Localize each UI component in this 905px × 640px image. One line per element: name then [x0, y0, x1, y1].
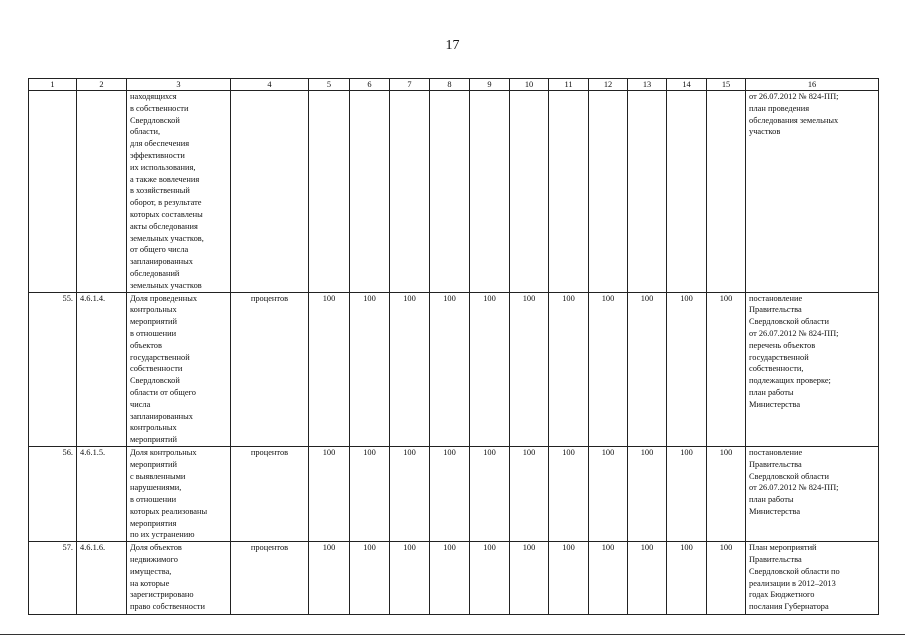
- value-cell: 100: [589, 446, 628, 541]
- header-cell: 2: [77, 79, 127, 91]
- value-cell: [390, 91, 430, 293]
- source-document: постановление Правительства Свердловской области от 26.07.2012 № 824-ПП; план работы Министерства: [746, 446, 879, 541]
- header-cell: 1: [29, 79, 77, 91]
- value-cell: [350, 91, 390, 293]
- unit-cell: процентов: [231, 292, 309, 446]
- value-cell: [707, 91, 746, 293]
- source-document: постановление Правительства Свердловской области от 26.07.2012 № 824-ПП; перечень объектов государственной собственности, подлежащих проверке; план работы Министерства: [746, 292, 879, 446]
- header-row: [29, 79, 879, 91]
- value-cell: [667, 91, 707, 293]
- value-cell: 100: [430, 292, 470, 446]
- value-cell: [628, 91, 667, 293]
- value-cell: 100: [667, 542, 707, 615]
- value-cell: 100: [707, 292, 746, 446]
- header-cell: 14: [667, 79, 707, 91]
- value-cell: 100: [549, 292, 589, 446]
- value-cell: 100: [549, 542, 589, 615]
- header-cell: 3: [127, 79, 231, 91]
- page-bottom-rule: [0, 634, 905, 635]
- header-cell: 6: [350, 79, 390, 91]
- header-cell: 10: [510, 79, 549, 91]
- table-row: [29, 446, 879, 541]
- value-cell: 100: [350, 446, 390, 541]
- indicator-name: Доля контрольных мероприятий с выявленными нарушениями, в отношении которых реализованы мероприятия по их устранению: [127, 446, 231, 541]
- row-code: [77, 91, 127, 293]
- row-number: [29, 91, 77, 293]
- value-cell: 100: [510, 292, 549, 446]
- header-cell: 12: [589, 79, 628, 91]
- value-cell: 100: [470, 446, 510, 541]
- row-number: 57.: [29, 542, 77, 615]
- unit-cell: процентов: [231, 446, 309, 541]
- header-cell: 11: [549, 79, 589, 91]
- value-cell: 100: [667, 446, 707, 541]
- value-cell: [309, 91, 350, 293]
- value-cell: 100: [510, 542, 549, 615]
- unit-cell: процентов: [231, 542, 309, 615]
- value-cell: [430, 91, 470, 293]
- header-cell: 7: [390, 79, 430, 91]
- value-cell: 100: [309, 446, 350, 541]
- header-cell: 5: [309, 79, 350, 91]
- table-row: [29, 292, 879, 446]
- header-cell: 4: [231, 79, 309, 91]
- source-document: от 26.07.2012 № 824-ПП; план проведения обследования земельных участков: [746, 91, 879, 293]
- indicators-table: [28, 78, 879, 615]
- value-cell: 100: [430, 446, 470, 541]
- indicator-name: Доля проведенных контрольных мероприятий в отношении объектов государственной собственности Свердловской области от общего числа запланированных контрольных мероприятий: [127, 292, 231, 446]
- table-row: [29, 542, 879, 615]
- value-cell: 100: [589, 292, 628, 446]
- value-cell: 100: [628, 292, 667, 446]
- row-code: 4.6.1.6.: [77, 542, 127, 615]
- header-cell: 8: [430, 79, 470, 91]
- row-code: 4.6.1.5.: [77, 446, 127, 541]
- value-cell: 100: [470, 292, 510, 446]
- value-cell: 100: [350, 292, 390, 446]
- row-number: 56.: [29, 446, 77, 541]
- value-cell: 100: [707, 446, 746, 541]
- source-document: План мероприятий Правительства Свердловской области по реализации в 2012–2013 годах Бюджетного послания Губернатора: [746, 542, 879, 615]
- value-cell: 100: [390, 446, 430, 541]
- indicator-name: находящихся в собственности Свердловской области, для обеспечения эффективности их использования, а также вовлечения в хозяйственный оборот, в результате которых составлены акты обследования земельных участков, от общего числа запланированных обследований земельных участков: [127, 91, 231, 293]
- value-cell: 100: [390, 292, 430, 446]
- value-cell: 100: [390, 542, 430, 615]
- value-cell: [589, 91, 628, 293]
- value-cell: 100: [309, 292, 350, 446]
- row-number: 55.: [29, 292, 77, 446]
- value-cell: 100: [309, 542, 350, 615]
- table-row: [29, 91, 879, 293]
- value-cell: [470, 91, 510, 293]
- unit-cell: [231, 91, 309, 293]
- value-cell: 100: [628, 542, 667, 615]
- header-cell: 9: [470, 79, 510, 91]
- value-cell: 100: [510, 446, 549, 541]
- value-cell: 100: [628, 446, 667, 541]
- value-cell: 100: [549, 446, 589, 541]
- value-cell: 100: [350, 542, 390, 615]
- value-cell: 100: [707, 542, 746, 615]
- indicator-name: Доля объектов недвижимого имущества, на которые зарегистрировано право собственности: [127, 542, 231, 615]
- header-cell: 15: [707, 79, 746, 91]
- value-cell: 100: [589, 542, 628, 615]
- value-cell: 100: [470, 542, 510, 615]
- header-cell: 16: [746, 79, 879, 91]
- value-cell: 100: [667, 292, 707, 446]
- value-cell: [510, 91, 549, 293]
- header-cell: 13: [628, 79, 667, 91]
- value-cell: 100: [430, 542, 470, 615]
- page-number: 17: [445, 38, 460, 53]
- row-code: 4.6.1.4.: [77, 292, 127, 446]
- value-cell: [549, 91, 589, 293]
